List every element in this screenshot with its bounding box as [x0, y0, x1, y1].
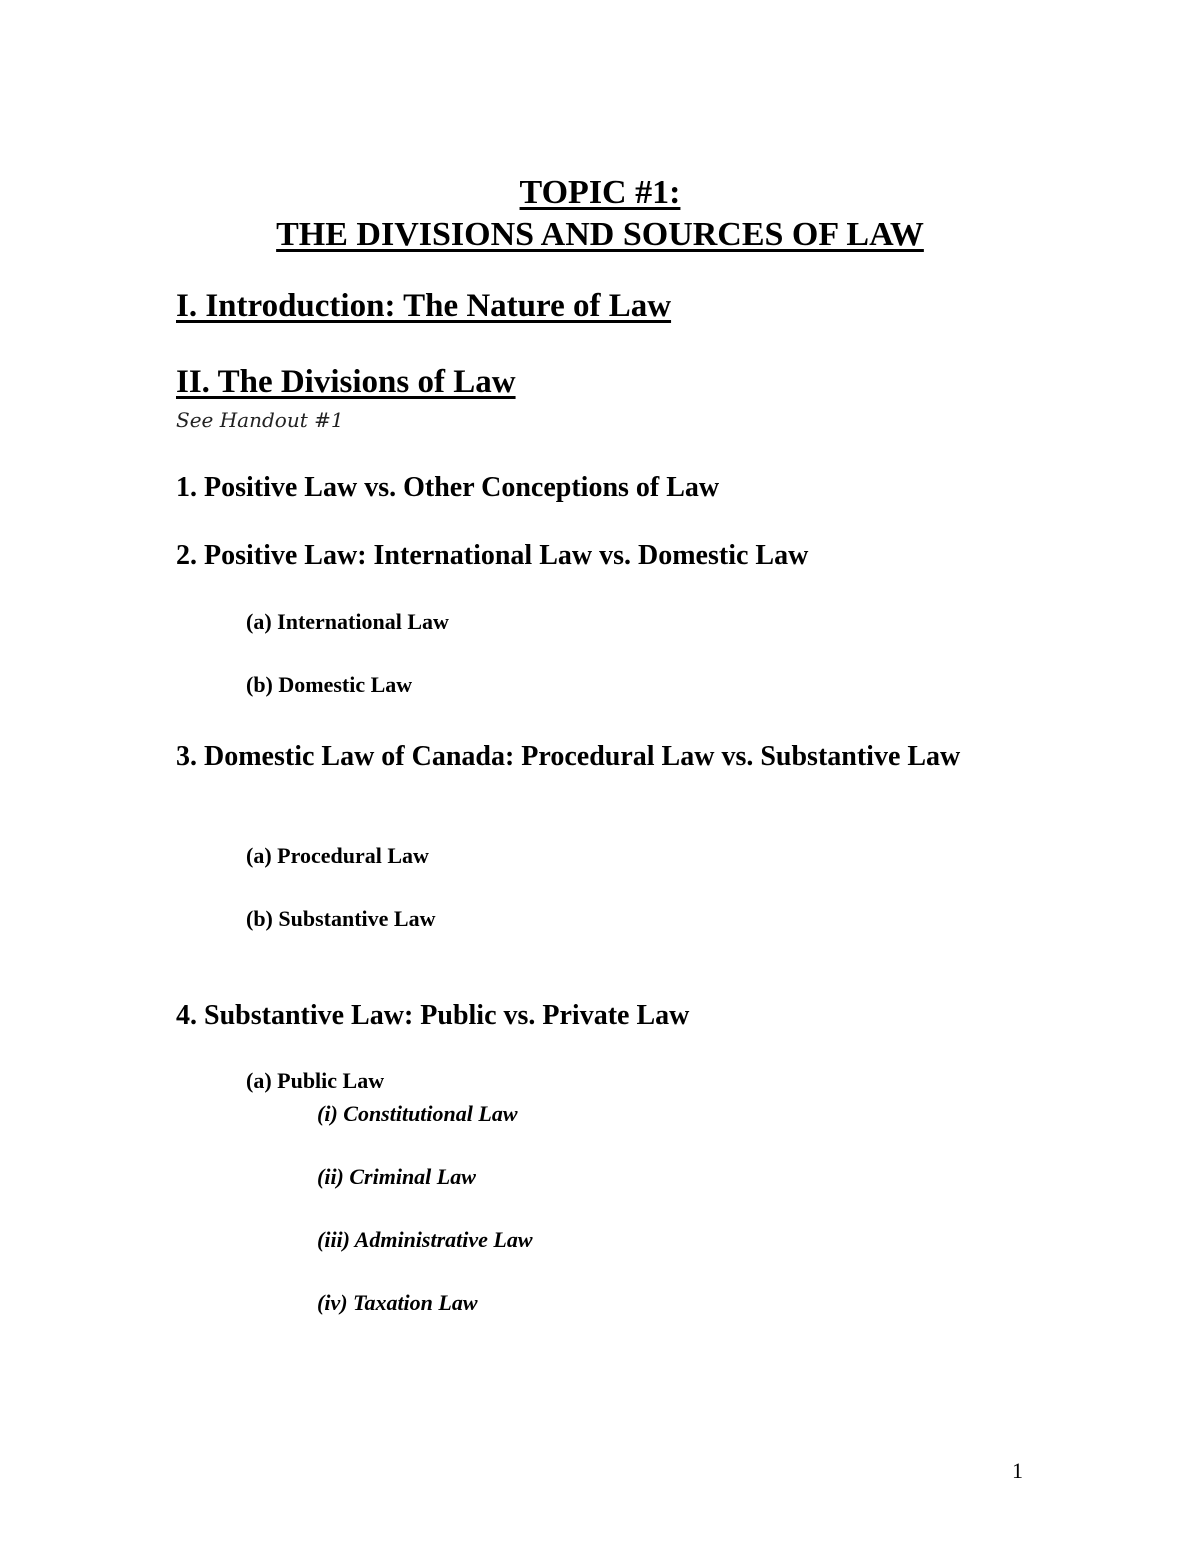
item-4a-label: (a) Public Law [246, 1068, 385, 1093]
item-3-heading: 3. Domestic Law of Canada: Procedural Law vs. Substantive Law [176, 741, 961, 772]
item-4a-ii-label: (ii) Criminal Law [317, 1164, 476, 1189]
item-1-heading: 1. Positive Law vs. Other Conceptions of Law [176, 472, 720, 503]
item-3a-label: (a) Procedural Law [246, 843, 429, 868]
item-4-heading: 4. Substantive Law: Public vs. Private Law [176, 1000, 690, 1031]
section-introduction-heading: I. Introduction: The Nature of Law [176, 288, 672, 324]
item-2a-label: (a) International Law [246, 609, 449, 634]
item-4a-iii-label: (iii) Administrative Law [317, 1227, 533, 1252]
page-number: 1 [1012, 1458, 1023, 1483]
title-line-2: THE DIVISIONS AND SOURCES OF LAW [276, 216, 924, 253]
item-2-heading: 2. Positive Law: International Law vs. Domestic Law [176, 540, 809, 571]
item-4a-i-label: (i) Constitutional Law [317, 1101, 518, 1126]
item-2b-label: (b) Domestic Law [246, 672, 413, 697]
handout-note: See Handout #1 [176, 408, 344, 432]
item-4a-iv-label: (iv) Taxation Law [317, 1290, 478, 1315]
item-3b-label: (b) Substantive Law [246, 906, 436, 931]
title-line-1: TOPIC #1: [519, 174, 681, 211]
section-divisions-heading: II. The Divisions of Law [176, 364, 516, 400]
